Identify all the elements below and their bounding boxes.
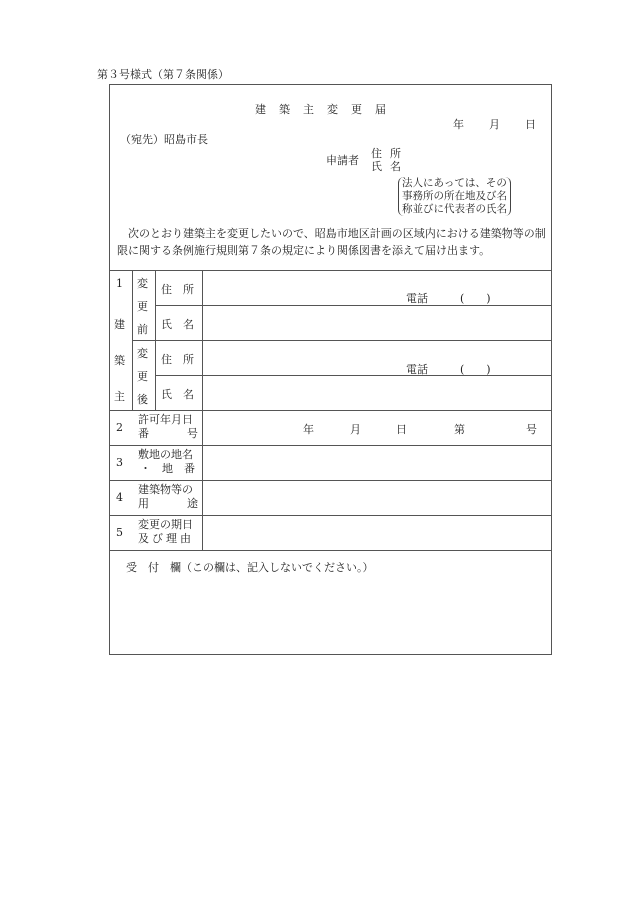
row-number: 5	[116, 526, 123, 539]
form-title: 建築主変更届	[255, 103, 399, 116]
permit-year: 年	[303, 423, 314, 436]
after-phone-parens: ( )	[460, 363, 491, 376]
after-name-input[interactable]	[203, 376, 552, 410]
permit-no-suffix: 号	[526, 423, 537, 436]
applicant-label: 申請者	[326, 154, 359, 167]
site-lot-label: ・ 地 番	[140, 462, 195, 475]
note-line: 事務所の所在地及び名	[402, 190, 507, 202]
before-name-label: 氏 名	[161, 318, 194, 331]
building-use-label: 建築物等の	[138, 483, 193, 496]
permit-number-label-a: 番	[138, 427, 149, 440]
change-date-label: 変更の期日	[138, 518, 193, 531]
permit-day: 日	[396, 423, 407, 436]
permit-date-label: 許可年月日	[138, 413, 193, 426]
group-char: 建	[114, 318, 125, 331]
site-location-input[interactable]	[203, 446, 552, 480]
after-name-label: 氏 名	[161, 388, 194, 401]
date-month: 月	[489, 118, 500, 131]
after-address-label: 住 所	[161, 353, 194, 366]
reception-label: 受 付 欄（この欄は、記入しないでください。）	[126, 561, 374, 574]
applicant-address-label: 住所	[371, 147, 409, 160]
change-reason-label: 及び理由	[138, 532, 194, 545]
form-number-label: 第３号様式（第７条関係）	[97, 68, 229, 81]
after-char: 更	[137, 370, 148, 383]
before-char: 更	[137, 300, 148, 313]
note-line: 称並びに代表者の氏名	[402, 203, 507, 215]
applicant-name-input[interactable]	[412, 158, 542, 170]
addressee: （宛先）昭島市長	[120, 133, 208, 146]
group-char: 主	[114, 390, 125, 403]
date-year: 年	[453, 118, 464, 131]
after-phone-label: 電話	[406, 363, 428, 376]
table-line	[132, 270, 133, 410]
before-phone-label: 電話	[406, 292, 428, 305]
permit-month: 月	[350, 423, 361, 436]
before-phone-parens: ( )	[460, 292, 491, 305]
building-use-label-a: 用	[138, 497, 149, 510]
after-char: 変	[137, 347, 148, 360]
row-number: 4	[116, 491, 123, 504]
change-date-reason-input[interactable]	[203, 516, 552, 550]
applicant-name-label: 氏名	[371, 160, 409, 173]
table-line	[109, 550, 552, 551]
before-address-input[interactable]	[203, 271, 552, 305]
before-char: 前	[137, 323, 148, 336]
date-day: 日	[525, 118, 536, 131]
corporation-note	[398, 177, 511, 216]
after-address-input[interactable]	[203, 341, 552, 375]
permit-number-label-b: 号	[187, 427, 198, 440]
row-number: 1	[116, 277, 123, 290]
note-line: 法人にあっては、その	[402, 177, 507, 189]
site-location-label: 敷地の地名	[138, 448, 193, 461]
building-use-input[interactable]	[203, 481, 552, 515]
applicant-address-input[interactable]	[412, 145, 542, 157]
intro-text: 次のとおり建築主を変更したいので、昭島市地区計画の区域内における建築物等の制限に関する条例施行規則第７条の規定により関係図書を添えて届け出ます。	[117, 227, 546, 257]
before-name-input[interactable]	[203, 306, 552, 340]
row-number: 2	[116, 421, 123, 434]
before-address-label: 住 所	[161, 283, 194, 296]
building-use-label-b: 途	[187, 497, 198, 510]
table-line	[155, 270, 156, 410]
before-char: 変	[137, 277, 148, 290]
group-char: 築	[114, 354, 125, 367]
permit-no-prefix: 第	[454, 423, 465, 436]
row-number: 3	[116, 456, 123, 469]
after-char: 後	[137, 393, 148, 406]
permit-input[interactable]	[203, 411, 552, 445]
